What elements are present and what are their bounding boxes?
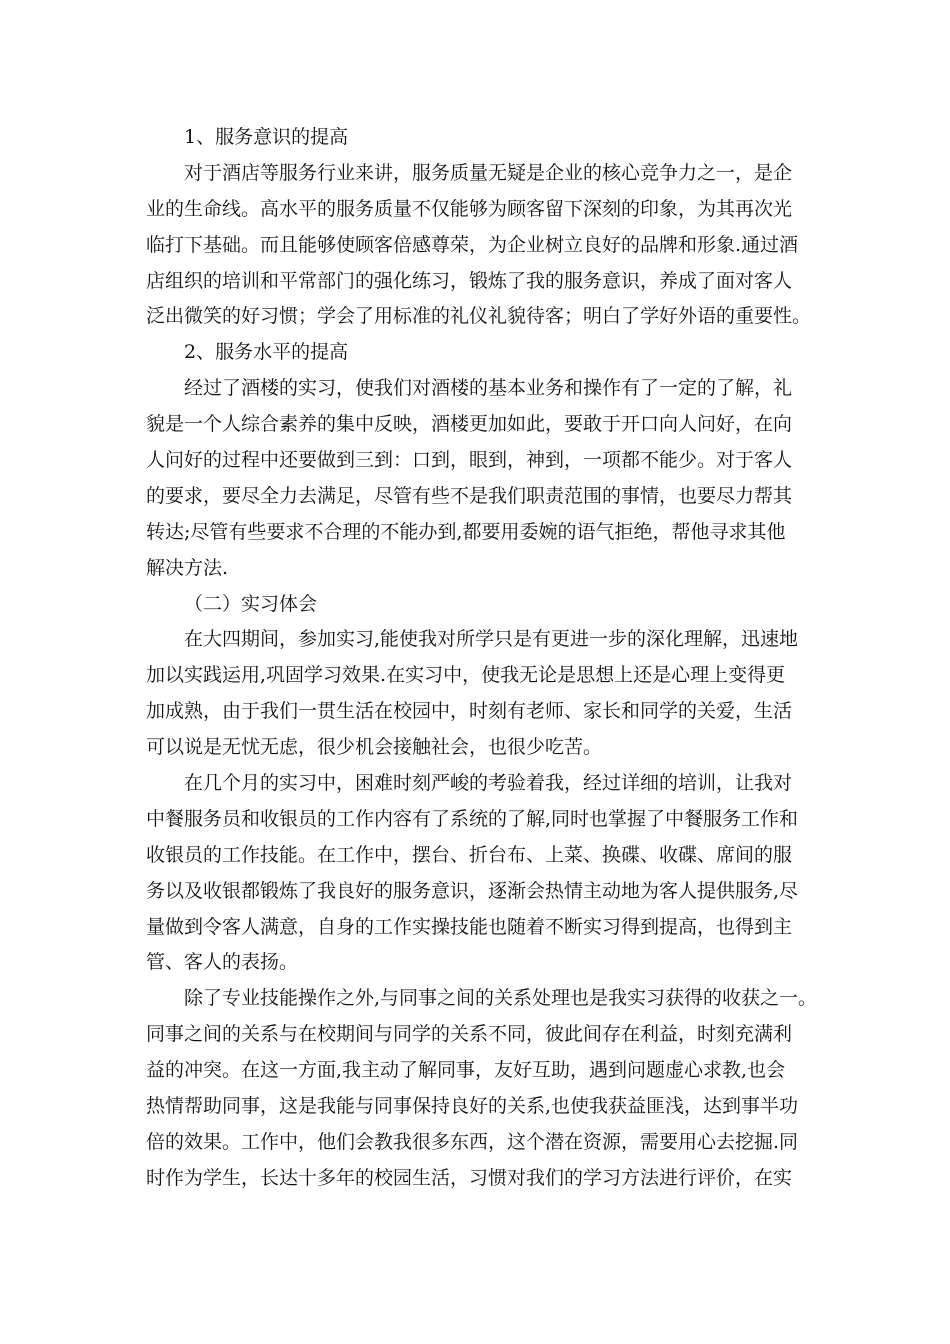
- document-body: [146, 120, 826, 1197]
- text-line: 加成熟，由于我们一贯生活在校园中，时刻有老师、家长和同学的关爱，生活: [146, 700, 793, 723]
- text-line: 对于酒店等服务行业来讲，服务质量无疑是企业的核心竞争力之一，是企: [184, 161, 793, 184]
- text-line: 泛出微笑的好习惯；学会了用标准的礼仪礼貌待客；明白了学好外语的重要性。: [146, 305, 812, 328]
- text-line: 人问好的过程中还要做到三到：口到，眼到，神到，一项都不能少。对于客人: [146, 449, 793, 472]
- text-line: 临打下基础。而且能够使顾客倍感尊荣，为企业树立良好的品牌和形象.通过酒: [146, 233, 799, 256]
- text-line: 时作为学生，长达十多年的校园生活，习惯对我们的学习方法进行评价，在实: [146, 1166, 793, 1189]
- text-line: 除了专业技能操作之外,与同事之间的关系处理也是我实习获得的收获之一。: [184, 987, 818, 1010]
- text-line: 倍的效果。工作中，他们会教我很多东西，这个潜在资源，需要用心去挖掘.同: [146, 1130, 799, 1153]
- text-line: 转达;尽管有些要求不合理的不能办到,都要用委婉的语气拒绝，帮他寻求其他: [146, 520, 786, 543]
- text-line: 益的冲突。在这一方面,我主动了解同事，友好互助，遇到问题虚心求教,也会: [146, 1059, 786, 1082]
- text-line: 业的生命线。高水平的服务质量不仅能够为顾客留下深刻的印象，为其再次光: [146, 197, 793, 220]
- text-line: （二）实习体会: [184, 592, 318, 615]
- text-line: 量做到令客人满意，自身的工作实操技能也随着不断实习得到提高，也得到主: [146, 915, 793, 938]
- text-line: 管、客人的表扬。: [146, 951, 299, 974]
- text-line: 在几个月的实习中，困难时刻严峻的考验着我，经过详细的培训，让我对: [184, 772, 793, 795]
- text-line: 可以说是无忧无虑，很少机会接触社会，也很少吃苦。: [146, 736, 603, 759]
- text-line: 解决方法.: [146, 556, 229, 579]
- text-line: 加以实践运用,巩固学习效果.在实习中，使我无论是思想上还是心理上变得更: [146, 664, 786, 687]
- text-line: 热情帮助同事，这是我能与同事保持良好的关系,也使我获益匪浅，达到事半功: [146, 1095, 799, 1118]
- text-line: 在大四期间，参加实习,能使我对所学只是有更进一步的深化理解，迅速地: [184, 628, 799, 651]
- text-line: 经过了酒楼的实习，使我们对酒楼的基本业务和操作有了一定的了解，礼: [184, 377, 793, 400]
- text-line: 店组织的培训和平常部门的强化练习，锻炼了我的服务意识，养成了面对客人: [146, 269, 793, 292]
- text-line: 中餐服务员和收银员的工作内容有了系统的了解,同时也掌握了中餐服务工作和: [146, 807, 799, 830]
- text-line: 收银员的工作技能。在工作中，摆台、折台布、上菜、换碟、收碟、席间的服: [146, 843, 793, 866]
- text-line: 同事之间的关系与在校期间与同学的关系不同，彼此间存在利益，时刻充满利: [146, 1023, 793, 1046]
- text-line: 1、服务意识的提高: [184, 126, 349, 148]
- text-line: 务以及收银都锻炼了我良好的服务意识，逐渐会热情主动地为客人提供服务,尽: [146, 879, 799, 902]
- text-line: 的要求，要尽全力去满足，尽管有些不是我们职责范围的事情，也要尽力帮其: [146, 484, 793, 507]
- text-line: 貌是一个人综合素养的集中反映，酒楼更加如此，要敢于开口向人问好，在向: [146, 413, 793, 436]
- text-line: 2、服务水平的提高: [184, 341, 349, 364]
